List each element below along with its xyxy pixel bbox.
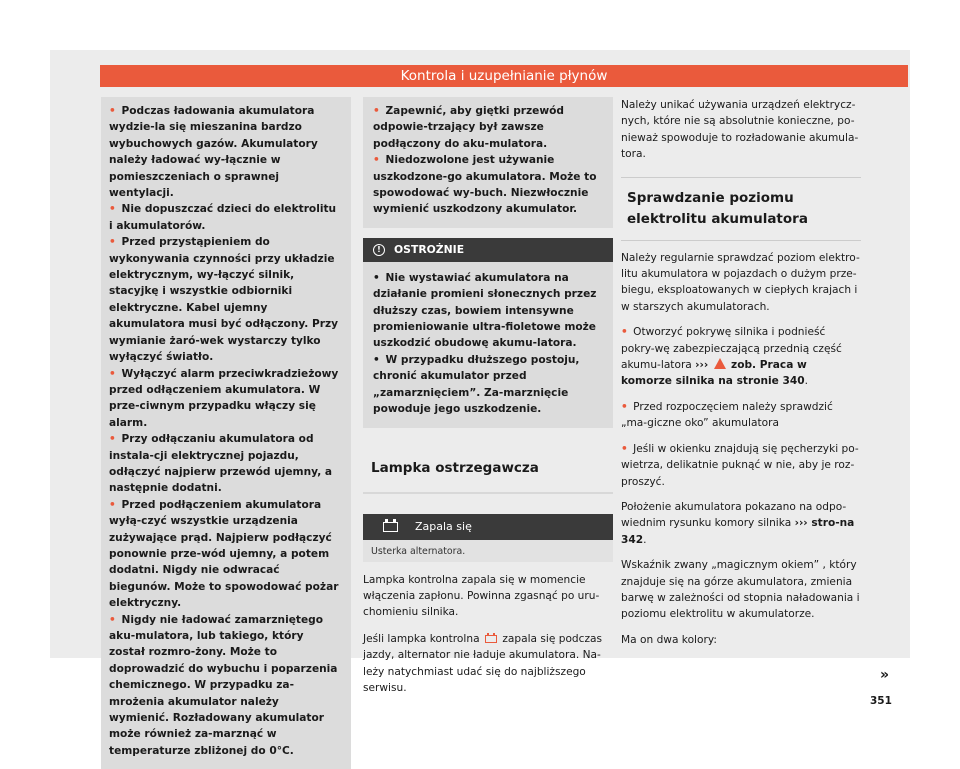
warning-item: • Przed podłączeniem akumulatora wyłą-czyć wszystkie urządzenia zużywające prąd. Najpierw podłączyć ponownie prze-wód ujemny, a potem dodatni. Nigdy nie odwracać biegunów. Może to spowodować pożar elektryczny.: [109, 498, 339, 610]
warning-item: • Wyłączyć alarm przeciwkradzieżowy przed odłączeniem akumulatora. W prze-ciwnym przypadku włączy się alarm.: [109, 367, 339, 429]
warning-triangle-icon: [714, 358, 726, 369]
section-title-electrolyte: Sprawdzanie poziomu elektrolitu akumulatora: [621, 177, 861, 241]
paragraph: Ma on dwa kolory:: [621, 633, 717, 646]
bullet-icon: •: [109, 498, 116, 511]
warning-item: • Zapewnić, aby giętki przewód odpowie-trzający był zawsze podłączony do aku-mulatora.: [373, 105, 564, 150]
column-1: [101, 97, 351, 769]
column-2: [363, 97, 613, 696]
caution-box: [363, 238, 613, 428]
manual-page: [50, 50, 910, 757]
bullet-icon: •: [621, 400, 628, 413]
warning-item: • Niedozwolone jest używanie uszkodzone-go akumulatora. Może to spowodować wy-buch. Niezwłocznie wymienić uszkodzony akumulator.: [373, 154, 597, 216]
page-header: Kontrola i uzupełnianie płynów: [100, 65, 908, 87]
caution-item: • Nie wystawiać akumulatora na działanie promieni słonecznych przez dłuższy czas, bowiem intensywne promieniowanie ultra-fioletowe może uszkodzić obudowę akumu-latora.: [373, 271, 597, 350]
paragraph: Należy unikać używania urządzeń elektrycz-nych, które nie są absolutnie konieczne, po-nieważ spowoduje to rozładowanie akumula-tora.: [621, 99, 859, 161]
battery-icon: [383, 522, 398, 532]
paragraph: Wskaźnik zwany „magicznym okiem” , który znajduje się na górze akumulatora, zmienia barwę w zależności od stopnia naładowania i poziomu elektrolitu w akumulatorze.: [621, 559, 860, 621]
caution-header: [363, 238, 613, 262]
indicator-label: Zapala się: [415, 519, 472, 533]
bullet-icon: •: [373, 154, 380, 167]
warning-item: • Przy odłączaniu akumulatora od instala-cji elektrycznej pojazdu, odłączyć najpierw przewód ujemny, a następnie dodatni.: [109, 433, 333, 495]
caution-title: OSTROŻNIE: [394, 242, 465, 256]
bullet-icon: •: [373, 105, 380, 117]
bullet-icon: •: [109, 203, 116, 216]
reference-link[interactable]: zob. Praca w komorze silnika na stronie 340: [621, 359, 807, 388]
bullet-icon: •: [621, 442, 628, 455]
warning-item: • Nigdy nie ładować zamarzniętego aku-mulatora, lub takiego, który został rozmro-żony. Może to doprowadzić do wybuchu i poparzenia chemicznego. W przypadku za-mrożenia akumulator należy wymienić. Rozładowany akumulator może również za-marznąć w temperaturze zbliżonej do 0°C.: [109, 613, 338, 757]
bullet-icon: •: [373, 271, 380, 284]
paragraph: Lampka kontrolna zapala się w momencie włączenia zapłonu. Powinna zgasnąć po uru-chomieniu silnika.: [363, 573, 600, 619]
column-3: [621, 97, 861, 648]
bullet-icon: •: [109, 236, 116, 249]
bullet-icon: •: [373, 353, 380, 366]
warning-item: • Podczas ładowania akumulatora wydzie-la się mieszanina bardzo wybuchowych gazów. Akumulatory należy ładować wy-łącznie w pomieszczeniach o sprawnej wentylacji.: [109, 105, 318, 200]
list-item: • Przed rozpoczęciem należy sprawdzić „ma-giczne oko” akumulatora: [621, 400, 833, 430]
indicator-header: [363, 514, 613, 540]
continue-arrow-icon: »: [880, 667, 890, 683]
bullet-icon: •: [109, 433, 116, 446]
reference-link[interactable]: ›››: [695, 359, 709, 372]
warning-box-continued: [363, 97, 613, 228]
paragraph: Jeśli lampka kontrolna zapala się podczas jazdy, alternator nie ładuje akumulatora. Na-leży natychmiast udać się do najbliższego serwisu.: [363, 632, 603, 694]
bullet-icon: •: [109, 613, 116, 626]
list-item: • Jeśli w okienku znajdują się pęcherzyki po-wietrza, delikatnie puknąć w nie, aby je roz-proszyć.: [621, 442, 859, 488]
section-title-warning-lamp: Lampka ostrzegawcza: [363, 448, 613, 494]
page-number: 351: [870, 695, 892, 707]
battery-icon: [485, 635, 497, 643]
paragraph: Położenie akumulatora pokazano na odpo-wiednim rysunku komory silnika ››› stro-na 342.: [621, 500, 855, 546]
bullet-icon: •: [109, 105, 116, 117]
info-circle-icon: !: [373, 244, 385, 256]
bullet-icon: •: [109, 367, 116, 380]
indicator-description: Usterka alternatora.: [363, 540, 613, 562]
warning-item: • Nie dopuszczać dzieci do elektrolitu i akumulatorów.: [109, 203, 337, 232]
warning-item: • Przed przystąpieniem do wykonywania czynności przy układzie elektrycznym, wy-łączyć silnik, stacyjkę i wszystkie odbiorniki elektryczne. Kabel ujemny akumulatora musi być odłączony. Przy wymianie żaró-wek wystarczy tylko wyłączyć światło.: [109, 236, 339, 364]
caution-item: • W przypadku dłuższego postoju, chronić akumulator przed „zamarznięciem”. Za-marznięcie powoduje jego uszkodzenie.: [373, 353, 580, 416]
reference-link[interactable]: ››› stro-na 342: [621, 517, 855, 546]
paragraph: Należy regularnie sprawdzać poziom elektro-litu akumulatora w pojazdach o dużym prze-biegu, eksploatowanych w ciepłych krajach i w starszych akumulatorach.: [621, 251, 860, 313]
bullet-icon: •: [621, 326, 628, 339]
list-item: • Otworzyć pokrywę silnika i podnieść pokry-wę zabezpieczającą przednią część akumu-latora ››› zob. Praca w komorze silnika na stronie 340.: [621, 326, 842, 388]
caution-body: [363, 262, 613, 428]
warning-box: [101, 97, 351, 769]
